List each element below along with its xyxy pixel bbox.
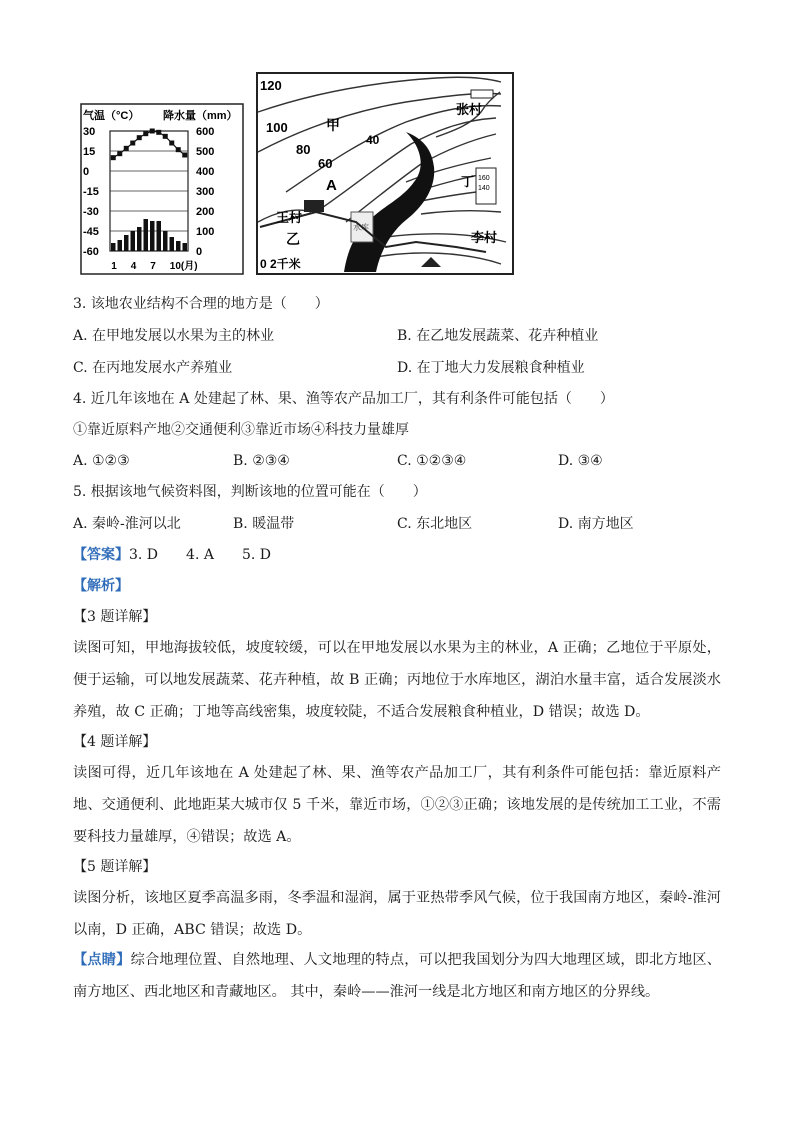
q5-stem: 5. 根据该地气候资料图，判断该地的位置可能在（ ）: [73, 484, 427, 500]
precip-tick-label: 100: [196, 226, 215, 238]
map-scale: 0 2千米: [260, 257, 301, 271]
temp-point: [137, 135, 142, 140]
temp-tick-label: -15: [83, 186, 99, 198]
q3-option-b: B. 在乙地发展蔬菜、花卉种植业: [397, 328, 599, 344]
temp-point: [117, 151, 122, 156]
detail-3-tag: 【3 题详解】: [73, 609, 157, 625]
q3-option-a: A. 在甲地发展以水果为主的林业: [73, 328, 275, 344]
precip-bar: [111, 243, 116, 251]
precip-bar: [163, 231, 168, 251]
temp-tick-label: 15: [83, 146, 96, 158]
precip-tick-label: 500: [196, 146, 215, 158]
contour-map: [256, 72, 514, 275]
precip-tick-label: 600: [196, 126, 215, 138]
month-tick-label: 10(月): [169, 261, 198, 272]
temp-point: [111, 155, 116, 160]
temp-point: [130, 141, 135, 146]
place-bing: 丙: [388, 162, 402, 177]
precip-bar: [157, 221, 162, 251]
temp-point: [169, 141, 174, 146]
temp-point: [182, 153, 187, 158]
place-yi: 乙: [286, 231, 300, 247]
contour-120: 120: [260, 78, 282, 93]
precip-axis-title: 降水量（mm）: [163, 110, 238, 122]
contour-160: 160: [478, 175, 490, 182]
detail-5-body: 读图分析，该地区夏季高温多雨，冬季温和湿润，属于亚热带季风气候，位于我国南方地区，秦岭-淮河以南，D 正确，ABC 错误；故选 D。: [73, 890, 721, 938]
q5-option-b: B. 暖温带: [233, 516, 295, 532]
detail-3-body: 读图可知，甲地海拔较低，坡度较缓，可以在甲地发展以水果为主的林业，A 正确；乙地位于平原处，便于运输，可以地发展蔬菜、花卉种植，故 B 正确；丙地位于水库地区，湖泊水量丰富，适合发展淡水养殖，故 C 正确；丁地等高线密集，坡度较陡，不适合发展粮食种植业，D 错误；故选 D。: [73, 640, 721, 720]
precip-tick-label: 400: [196, 166, 215, 178]
place-zhang: 张村: [456, 102, 483, 117]
q5-option-d: D. 南方地区: [558, 516, 634, 532]
precip-tick-label: 0: [196, 246, 203, 258]
q4-conditions: ①靠近原料产地②交通便利③靠近市场④科技力量雄厚: [73, 422, 409, 438]
contour-140: 140: [478, 185, 490, 192]
precip-tick-label: 300: [196, 186, 215, 198]
detail-5-tag: 【5 题详解】: [73, 859, 157, 875]
tip-body: 综合地理位置、自然地理、人文地理的特点，可以把我国划分为四大地理区域，即北方地区、南方地区、西北地区和青藏地区。 其中，秦岭——淮河一线是北方地区和南方地区的分界线。: [73, 952, 721, 1000]
contour-80: 80: [296, 142, 311, 157]
tip-tag: 【点睛】: [73, 952, 131, 968]
temp-point: [124, 146, 129, 151]
temp-point: [156, 130, 161, 135]
contour-40: 40: [366, 133, 380, 147]
precip-bar: [137, 227, 142, 251]
q3-stem: 3. 该地农业结构不合理的地方是（ ）: [73, 296, 329, 312]
analysis-tag: 【解析】: [73, 578, 129, 594]
detail-4-body: 读图可得，近几年该地在 A 处建起了林、果、渔等农产品加工厂，其有利条件可能包括：靠近原料产地、交通便利、此地距某大城市仅 5 千米，靠近市场，①②③正确；该地发展的是传统加工工业，不需要科技力量雄厚，④错误；故选 A。: [73, 765, 721, 845]
month-tick-label: 4: [130, 261, 137, 272]
place-a: A: [326, 177, 337, 194]
answer-text: 3. D 4. A 5. D: [129, 547, 271, 563]
precip-bar: [124, 235, 129, 251]
temp-tick-label: 0: [83, 166, 90, 178]
contour-100: 100: [266, 120, 288, 135]
temp-tick-label: -45: [83, 226, 99, 238]
precip-tick-label: 200: [196, 206, 215, 218]
q4-stem: 4. 近几年该地在 A 处建起了林、果、渔等农产品加工厂，其有利条件可能包括（ ）: [73, 391, 614, 407]
temp-tick-label: 30: [83, 126, 96, 138]
precip-bar: [170, 237, 175, 251]
q3-option-d: D. 在丁地大力发展粮食种植业: [397, 360, 585, 376]
detail-4-tag: 【4 题详解】: [73, 734, 157, 750]
month-tick-label: 1: [111, 261, 117, 272]
place-wang: 王村: [276, 210, 303, 225]
place-jia: 甲: [326, 117, 340, 133]
q4-option-d: D. ③④: [558, 453, 603, 469]
precip-bar: [118, 240, 123, 251]
temp-point: [163, 134, 168, 139]
precip-bar: [183, 243, 188, 251]
q5-option-a: A. 秦岭-淮河以北: [73, 516, 181, 532]
q4-option-c: C. ①②③④: [397, 453, 467, 469]
precip-bar: [150, 221, 155, 251]
precip-bar: [144, 219, 149, 251]
month-tick-label: 7: [150, 261, 156, 272]
temp-point: [150, 129, 155, 134]
place-ding: 丁: [461, 174, 475, 189]
temp-point: [143, 131, 148, 136]
place-li: 李村: [471, 230, 498, 245]
temp-axis-title: 气温（°C）: [83, 110, 140, 122]
q4-option-a: A. ①②③: [73, 453, 130, 469]
q5-option-c: C. 东北地区: [397, 516, 473, 532]
answer-line: [73, 545, 271, 565]
precip-bar: [131, 231, 136, 251]
contour-60: 60: [318, 156, 333, 171]
temp-tick-label: -60: [83, 246, 99, 258]
temp-tick-label: -30: [83, 206, 99, 218]
temp-point: [176, 147, 181, 152]
climate-chart: [80, 103, 244, 275]
tip-paragraph: [73, 944, 721, 1008]
precip-bar: [176, 241, 181, 251]
answer-tag: 【答案】: [73, 547, 129, 563]
q3-option-c: C. 在丙地发展水产养殖业: [73, 360, 233, 376]
q4-option-b: B. ②③④: [233, 453, 290, 469]
reservoir-label: 水库: [353, 223, 369, 232]
